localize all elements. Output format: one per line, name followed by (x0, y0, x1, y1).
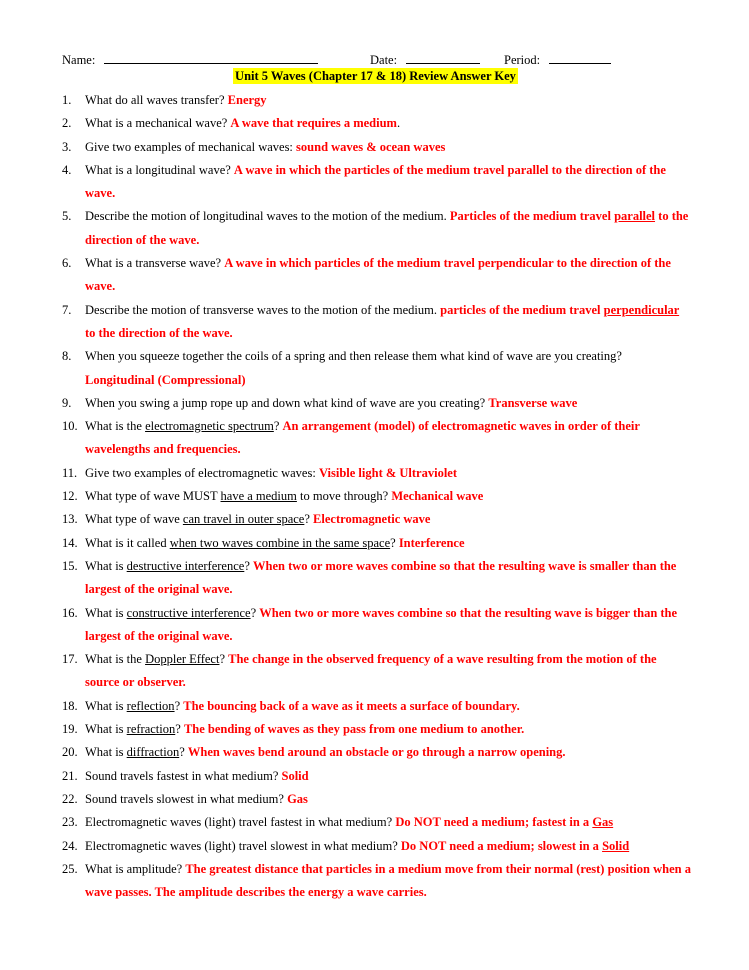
period-label: Period: (504, 53, 541, 67)
question-item (62, 858, 692, 905)
question-segment: Describe the motion of longitudinal waves to the motion of the medium. (85, 209, 450, 224)
question-segment: What is (85, 722, 127, 737)
question-number: 19. (62, 722, 78, 737)
question-text (85, 89, 692, 112)
question-text (85, 765, 692, 788)
question-number: 18. (62, 698, 78, 713)
question-text (85, 741, 692, 764)
question-text (85, 602, 692, 649)
question-segment: Electromagnetic waves (light) travel fastest in what medium? (85, 815, 396, 830)
question-segment: What is (85, 605, 127, 620)
question-segment: What type of wave MUST (85, 489, 221, 504)
answer-text: perpendicular (603, 302, 680, 317)
period-blank (549, 51, 611, 64)
question-segment: What do all waves transfer? (85, 93, 228, 107)
question-item (62, 648, 692, 695)
answer-text: The bouncing back of a wave as it meets a surface of boundary. (183, 698, 520, 713)
question-item (62, 718, 692, 741)
question-text (85, 136, 692, 159)
answer-text: When waves bend around an obstacle or go through a narrow opening. (187, 745, 566, 760)
answer-text: Energy (227, 93, 267, 107)
question-number: 9. (62, 395, 72, 410)
question-number: 2. (62, 116, 72, 131)
question-segment: What is the (85, 652, 146, 667)
answer-text: Gas (287, 791, 308, 806)
question-segment: What type of wave (85, 512, 183, 527)
question-item (62, 299, 692, 346)
question-number: 23. (62, 815, 78, 830)
answer-text: The bending of waves as they pass from one medium to another. (183, 722, 525, 737)
underlined-term: electromagnetic spectrum (145, 419, 274, 434)
answer-text: parallel (614, 209, 656, 224)
question-item (62, 392, 692, 415)
name-label: Name: (62, 53, 96, 67)
answer-text: sound waves & ocean waves (296, 139, 446, 154)
question-item (62, 89, 692, 112)
answer-text: A wave in which the particles of the medium travel parallel to the direction of the wave. (85, 162, 666, 201)
answer-text: Mechanical wave (391, 489, 484, 504)
name-blank (104, 51, 318, 64)
question-segment: ? (244, 558, 253, 573)
answer-text: Interference (398, 535, 465, 550)
question-number: 20. (62, 745, 78, 760)
question-number: 3. (62, 139, 72, 154)
answer-text: particles of the medium travel (440, 302, 604, 317)
question-number: 10. (62, 419, 78, 434)
question-text (85, 252, 692, 299)
question-text (85, 415, 692, 462)
question-text (85, 811, 692, 834)
question-number: 17. (62, 652, 78, 667)
question-item (62, 555, 692, 602)
answer-text: The change in the observed frequency of a wave resulting from the motion of the source or observer. (85, 652, 657, 690)
answer-text: A wave in which particles of the medium travel perpendicular to the direction of the wave. (85, 256, 671, 294)
answer-text: An arrangement (model) of electromagnetic waves in order of their wavelengths and frequencies. (85, 419, 640, 457)
question-number: 1. (62, 93, 72, 107)
question-item (62, 602, 692, 649)
question-segment: Sound travels slowest in what medium? (85, 791, 288, 806)
answer-text: A wave that requires a medium (230, 116, 397, 131)
underlined-term: refraction (126, 722, 176, 737)
question-number: 22. (62, 791, 78, 806)
underlined-term: have a medium (220, 489, 297, 504)
question-segment: What is amplitude? (85, 861, 186, 876)
question-number: 12. (62, 489, 78, 504)
question-item (62, 508, 692, 531)
date-blank (406, 51, 480, 64)
question-item (62, 136, 692, 159)
underlined-term: destructive interference (126, 558, 245, 573)
underlined-term: diffraction (126, 745, 180, 760)
question-text (85, 788, 692, 811)
worksheet-title: Unit 5 Waves (Chapter 17 & 18) Review Answer Key (235, 69, 516, 83)
question-list (62, 89, 692, 904)
question-item (62, 415, 692, 462)
question-text (85, 299, 692, 346)
question-text (85, 532, 692, 555)
question-segment: ? (273, 419, 283, 434)
question-number: 21. (62, 768, 78, 783)
question-item (62, 462, 692, 485)
question-text (85, 392, 692, 415)
question-item (62, 205, 692, 252)
question-segment: Give two examples of electromagnetic waves: (85, 465, 319, 480)
question-item (62, 532, 692, 555)
answer-text: When two or more waves combine so that the resulting wave is bigger than the largest of the original wave. (85, 605, 678, 643)
question-segment: ? (390, 535, 399, 550)
question-number: 8. (62, 349, 72, 364)
question-item (62, 252, 692, 299)
question-segment: . (396, 116, 401, 131)
underlined-term: when two waves combine in the same space (169, 535, 391, 550)
question-number: 25. (62, 861, 78, 876)
answer-text: Visible light & Ultraviolet (318, 465, 458, 480)
question-item (62, 741, 692, 764)
underlined-term: can travel in outer space (182, 512, 305, 527)
question-item (62, 835, 692, 858)
answer-text: Do NOT need a medium; slowest in a (400, 838, 603, 853)
question-segment: ? (174, 698, 184, 713)
answer-text: Solid (281, 768, 309, 783)
question-number: 11. (62, 465, 78, 480)
question-item (62, 788, 692, 811)
question-text (85, 205, 692, 252)
question-segment: Give two examples of mechanical waves: (85, 139, 297, 154)
answer-text: Solid (602, 838, 630, 853)
question-segment: What is the (85, 419, 146, 434)
question-text (85, 159, 692, 206)
question-segment: What is (85, 558, 127, 573)
question-segment: Sound travels fastest in what medium? (85, 768, 282, 783)
question-segment: What is (85, 698, 127, 713)
question-number: 6. (62, 256, 72, 271)
answer-text: Particles of the medium travel (449, 209, 615, 224)
title-row (0, 67, 749, 85)
answer-text: Do NOT need a medium; fastest in a (395, 815, 593, 830)
question-segment: to move through? (296, 489, 392, 504)
question-number: 4. (62, 162, 72, 177)
question-item (62, 485, 692, 508)
answer-text: to the direction of the wave. (85, 209, 689, 247)
question-text (85, 648, 692, 695)
question-text (85, 858, 692, 905)
question-text (85, 345, 692, 392)
question-number: 15. (62, 558, 78, 573)
question-text (85, 695, 692, 718)
question-segment: ? (304, 512, 314, 527)
answer-text: The greatest distance that particles in a medium move from their normal (rest) position when a wave passes. The amplitude describes the energy a wave carries. (85, 861, 691, 900)
answer-text: Longitudinal (Compressional) (85, 372, 246, 387)
question-number: 16. (62, 605, 78, 620)
answer-text: Transverse wave (488, 395, 578, 410)
answer-text: Electromagnetic wave (313, 512, 431, 527)
question-item (62, 811, 692, 834)
underlined-term: constructive interference (126, 605, 251, 620)
question-number: 24. (62, 838, 78, 853)
question-number: 7. (62, 302, 72, 317)
underlined-term: Doppler Effect (145, 652, 220, 667)
question-segment: What is a transverse wave? (85, 256, 225, 271)
question-text (85, 555, 692, 602)
question-segment: Electromagnetic waves (light) travel slowest in what medium? (85, 838, 401, 853)
question-number: 14. (62, 535, 78, 550)
question-item (62, 159, 692, 206)
question-item (62, 765, 692, 788)
question-segment: What is it called (85, 535, 170, 550)
question-text (85, 508, 692, 531)
question-item (62, 695, 692, 718)
question-segment: ? (175, 722, 184, 737)
question-segment: ? (179, 745, 188, 760)
question-text (85, 485, 692, 508)
question-item (62, 345, 692, 392)
question-segment: What is a longitudinal wave? (85, 162, 234, 177)
question-number: 13. (62, 512, 78, 527)
question-text (85, 462, 692, 485)
underlined-term: reflection (126, 698, 175, 713)
question-segment: Describe the motion of transverse waves to the motion of the medium. (85, 302, 441, 317)
question-segment: ? (219, 652, 229, 667)
question-number: 5. (62, 209, 72, 224)
question-text (85, 112, 692, 135)
question-segment: When you swing a jump rope up and down what kind of wave are you creating? (85, 395, 489, 410)
question-item (62, 112, 692, 135)
answer-text: Gas (592, 815, 614, 830)
question-segment: When you squeeze together the coils of a spring and then release them what kind of wave are you creating? (85, 349, 622, 364)
answer-text: to the direction of the wave. (85, 325, 233, 340)
question-text (85, 718, 692, 741)
question-segment: What is (85, 745, 127, 760)
question-text (85, 835, 692, 858)
date-label: Date: (370, 53, 398, 67)
question-segment: ? (250, 605, 260, 620)
question-segment: What is a mechanical wave? (85, 116, 231, 131)
answer-text: When two or more waves combine so that the resulting wave is smaller than the largest of the original wave. (85, 558, 677, 597)
